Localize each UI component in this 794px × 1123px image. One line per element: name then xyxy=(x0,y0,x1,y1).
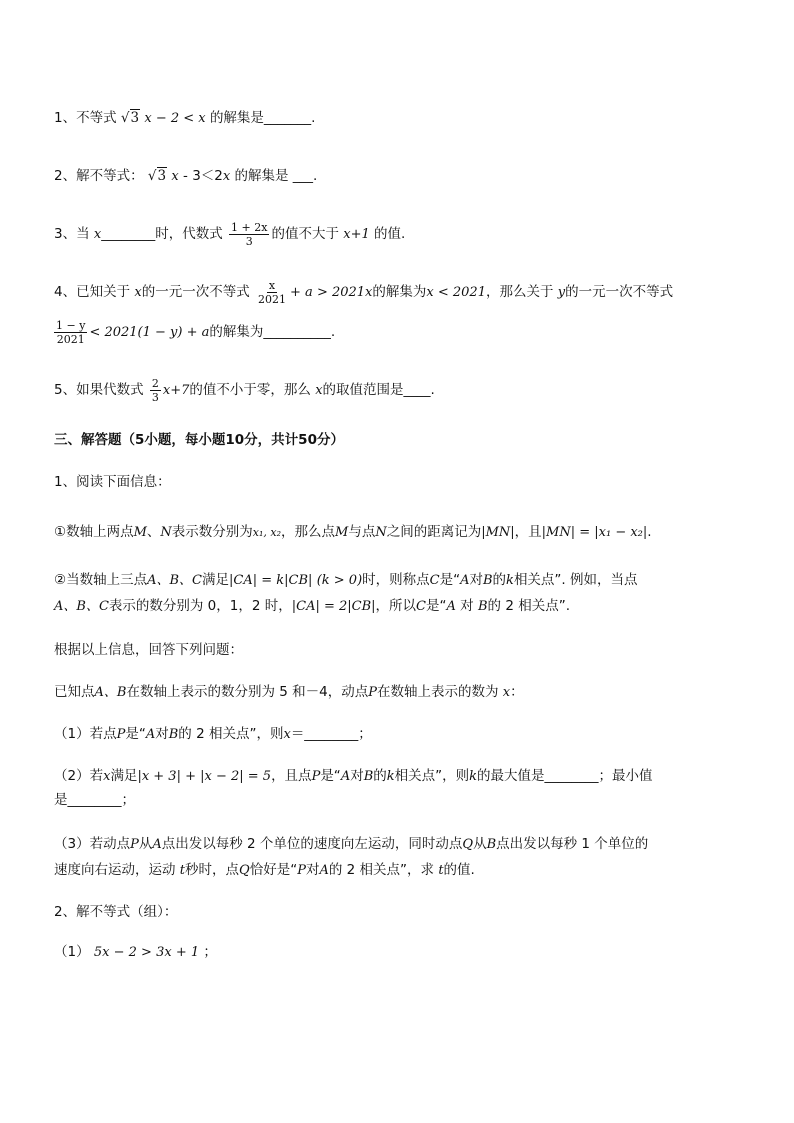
q2-number: 2、解不等式： xyxy=(54,168,144,184)
problem-2-head: 2、解不等式（组）： xyxy=(54,904,178,920)
q4-solution: x < 2021 xyxy=(426,285,486,300)
q3-blank: ________时，代数式 xyxy=(101,226,223,242)
info2-text-l: 的 2 相关点”. xyxy=(487,598,571,614)
q5-head: 5、如果代数式 xyxy=(54,382,144,398)
q3-expr: x+1 xyxy=(343,227,370,242)
q4-mid3: ，那么关于 xyxy=(485,284,554,300)
info1-mn: |MN| xyxy=(481,525,515,540)
point-a-2: A xyxy=(319,863,329,878)
s1-d: 的 2 相关点”，则 xyxy=(178,726,284,742)
q4-inequality-1: + a > 2021x xyxy=(290,285,373,300)
points-abc-2: A、B、C xyxy=(54,599,109,614)
q4-tail: 的解集为__________. xyxy=(209,324,336,340)
given-b: 在数轴上表示的数分别为 5 和－4，动点 xyxy=(126,684,369,700)
q5-expr: x+7 xyxy=(162,383,190,398)
info1-text-f: ，且 xyxy=(514,524,542,540)
var-t: t xyxy=(179,863,186,878)
point-q: Q xyxy=(462,837,474,852)
points-abc: A、B、C xyxy=(147,573,202,588)
info1-distance-formula: |MN| = |x₁ − x₂| xyxy=(541,525,648,540)
point-c-2: C xyxy=(416,599,426,614)
point-b: B xyxy=(486,837,497,852)
fraction-denominator: 3 xyxy=(151,390,159,404)
q5-tail: 的取值范围是____. xyxy=(322,382,435,398)
fraction-numerator: x xyxy=(268,278,276,292)
given-a: 已知点 xyxy=(54,684,95,700)
s3-line2-f: 的值. xyxy=(443,862,475,878)
given-d: ： xyxy=(510,684,524,700)
q3-mid: 的值不大于 xyxy=(271,226,339,242)
var-k-2: k xyxy=(469,769,478,784)
s3-c: 点出发以每秒 2 个单位的速度向左运动，同时动点 xyxy=(161,836,463,852)
point-n-2: N xyxy=(375,525,387,540)
q2-tail: 的解集是 ___. xyxy=(234,168,318,184)
s3-b: 从 xyxy=(138,836,153,852)
s1-c: 对 xyxy=(155,726,169,742)
point-b-2: B xyxy=(477,599,488,614)
s3-line2-b: 秒时，点 xyxy=(185,862,240,878)
fraction-numerator: 2 xyxy=(151,376,159,390)
s3-a: （3）若动点 xyxy=(54,836,131,852)
info1-sep: 、 xyxy=(146,524,161,540)
point-b: B xyxy=(168,727,179,742)
given-text xyxy=(54,682,524,703)
info1-text-c: ，那么点 xyxy=(281,524,336,540)
s2-d: 是“ xyxy=(320,768,341,784)
q2-var-x: x xyxy=(171,169,179,184)
section-3-title: 三、解答题（5小题，每小题10分，共计50分） xyxy=(54,432,344,448)
s3-e: 点出发以每秒 1 个单位的 xyxy=(496,836,649,852)
given-c: 在数轴上表示的数为 xyxy=(376,684,499,700)
point-a: A xyxy=(145,727,156,742)
s1-a: （1）若点 xyxy=(54,726,117,742)
q2-var-x2: x xyxy=(222,169,231,184)
s2-h: 的最大值是________；最小值 xyxy=(477,768,653,784)
point-a: A xyxy=(152,837,162,852)
q2-minus: - 3＜2 xyxy=(178,168,223,184)
question-2 xyxy=(54,166,317,187)
var-x: x xyxy=(502,685,511,700)
q4-fraction-1 xyxy=(256,279,288,306)
sub-question-3-line-1 xyxy=(54,834,648,855)
question-3 xyxy=(54,220,405,249)
info2-k-positive: (k > 0) xyxy=(316,573,363,588)
info-2-line-1 xyxy=(54,570,638,591)
sub-question-2-line-2: 是________； xyxy=(54,792,135,808)
var-t-2: t xyxy=(438,863,444,878)
point-p-2: P xyxy=(297,863,306,878)
q5-var-x: x xyxy=(315,383,323,398)
question-4-line-1 xyxy=(54,278,673,307)
s3-d: 从 xyxy=(473,836,487,852)
question-4-line-2 xyxy=(54,318,335,347)
s2-abs-equation: |x + 3| + |x − 2| = 5 xyxy=(137,769,272,784)
q4-head: 4、已知关于 xyxy=(54,284,131,300)
var-x: x xyxy=(283,727,291,742)
s3-line2-c: 恰好是“ xyxy=(249,862,298,878)
point-p: P xyxy=(116,727,126,742)
fraction-numerator: 1 − y xyxy=(56,318,86,332)
info2-text-b: 满足 xyxy=(202,572,229,588)
sub-question-2-line-1 xyxy=(54,766,653,787)
q4-var-x: x xyxy=(134,285,142,300)
points-ab: A、B xyxy=(94,685,127,700)
s2-b: 满足 xyxy=(110,768,138,784)
s2-c: ，且点 xyxy=(271,768,312,784)
var-x: x xyxy=(103,769,111,784)
info2-text-h: 表示的数分别为 0，1，2 时， xyxy=(108,598,292,614)
point-c: C xyxy=(429,573,440,588)
point-p: P xyxy=(130,837,139,852)
point-b: B xyxy=(363,769,374,784)
info2-text-i: ，所以 xyxy=(375,598,417,614)
info1-text-b: 表示数分别为 xyxy=(171,524,253,540)
q1-inequality: x − 2 < x xyxy=(144,111,206,126)
s2-f: 的 xyxy=(373,768,387,784)
sqrt-expression: √3 xyxy=(120,110,140,126)
var-k: k xyxy=(386,769,395,784)
info1-text-g: . xyxy=(647,524,652,540)
problem-2-sub-1 xyxy=(54,942,217,963)
info2-text-k: 对 xyxy=(455,598,478,614)
point-m-2: M xyxy=(335,525,349,540)
info2-text-e: 对 xyxy=(469,572,483,588)
info2-text-j: 是“ xyxy=(426,598,447,614)
q1-number: 1、不等式 xyxy=(54,110,117,126)
question-5 xyxy=(54,376,435,405)
info2-text-c: 时，则称点 xyxy=(362,572,430,588)
q4-mid4: 的一元一次不等式 xyxy=(565,284,674,300)
s3-line2-d: 对 xyxy=(305,862,320,878)
fraction-denominator: 2021 xyxy=(258,292,287,306)
q4-fraction-2 xyxy=(54,319,87,346)
var-k: k xyxy=(506,573,514,588)
point-a: A xyxy=(460,573,470,588)
info2-condition: |CA| = k|CB| xyxy=(229,573,313,588)
prompt-text: 根据以上信息，回答下列问题： xyxy=(54,642,243,658)
sqrt-expression: √3 xyxy=(147,168,167,184)
q1-tail: 的解集是_______. xyxy=(209,110,316,126)
q4-mid2: 的解集为 xyxy=(372,284,427,300)
info-2-line-2 xyxy=(54,596,570,617)
s2-g: 相关点”，则 xyxy=(394,768,470,784)
info2-example-eq: |CA| = 2|CB| xyxy=(291,599,376,614)
point-b: B xyxy=(482,573,493,588)
q4-var-y: y xyxy=(557,285,566,300)
p2-inequality: 5x − 2 > 3x + 1 xyxy=(93,945,200,960)
p2-s1-b: ； xyxy=(203,944,217,960)
q5-mid: 的值不小于零，那么 xyxy=(189,382,311,398)
point-m: M xyxy=(133,525,147,540)
point-q-2: Q xyxy=(239,863,250,878)
problem-1-head: 1、阅读下面信息： xyxy=(54,474,171,490)
info2-text-f: 的 xyxy=(492,572,507,588)
q3-fraction xyxy=(229,221,269,248)
sub-question-3-line-2 xyxy=(54,860,475,881)
fraction-denominator: 3 xyxy=(245,234,253,248)
s2-a: （2）若 xyxy=(54,768,104,784)
info2-text-g: 相关点”. 例如，当点 xyxy=(513,572,638,588)
q3-head: 3、当 xyxy=(54,226,90,242)
fraction-numerator: 1 + 2x xyxy=(231,220,268,234)
point-a: A xyxy=(340,769,351,784)
s1-e: ＝________； xyxy=(290,726,372,742)
q3-var-x: x xyxy=(93,227,102,242)
q5-fraction xyxy=(150,377,161,404)
p2-s1-a: （1） xyxy=(54,944,90,960)
info1-text-a: ①数轴上两点 xyxy=(54,524,134,540)
point-p: P xyxy=(311,769,321,784)
fraction-denominator: 2021 xyxy=(56,332,85,346)
q4-inequality-2: < 2021(1 − y) + a xyxy=(89,325,210,340)
question-1 xyxy=(54,108,315,129)
point-a-2: A xyxy=(446,599,456,614)
s3-line2-a: 速度向右运动，运动 xyxy=(54,862,176,878)
s3-line2-e: 的 2 相关点”，求 xyxy=(328,862,435,878)
info1-text-d: 与点 xyxy=(348,524,376,540)
q4-mid1: 的一元一次不等式 xyxy=(141,284,250,300)
sub-question-1 xyxy=(54,724,372,745)
s2-e: 对 xyxy=(350,768,364,784)
info2-text-d: 是“ xyxy=(439,572,461,588)
point-n: N xyxy=(160,525,172,540)
info1-text-e: 之间的距离记为 xyxy=(386,524,482,540)
info-1 xyxy=(54,522,652,543)
info1-x1-x2: x₁, x₂ xyxy=(252,526,282,539)
s1-b: 是“ xyxy=(125,726,146,742)
q3-tail: 的值. xyxy=(374,226,406,242)
info2-text-a: ②当数轴上三点 xyxy=(54,572,148,588)
point-p: P xyxy=(368,685,377,700)
